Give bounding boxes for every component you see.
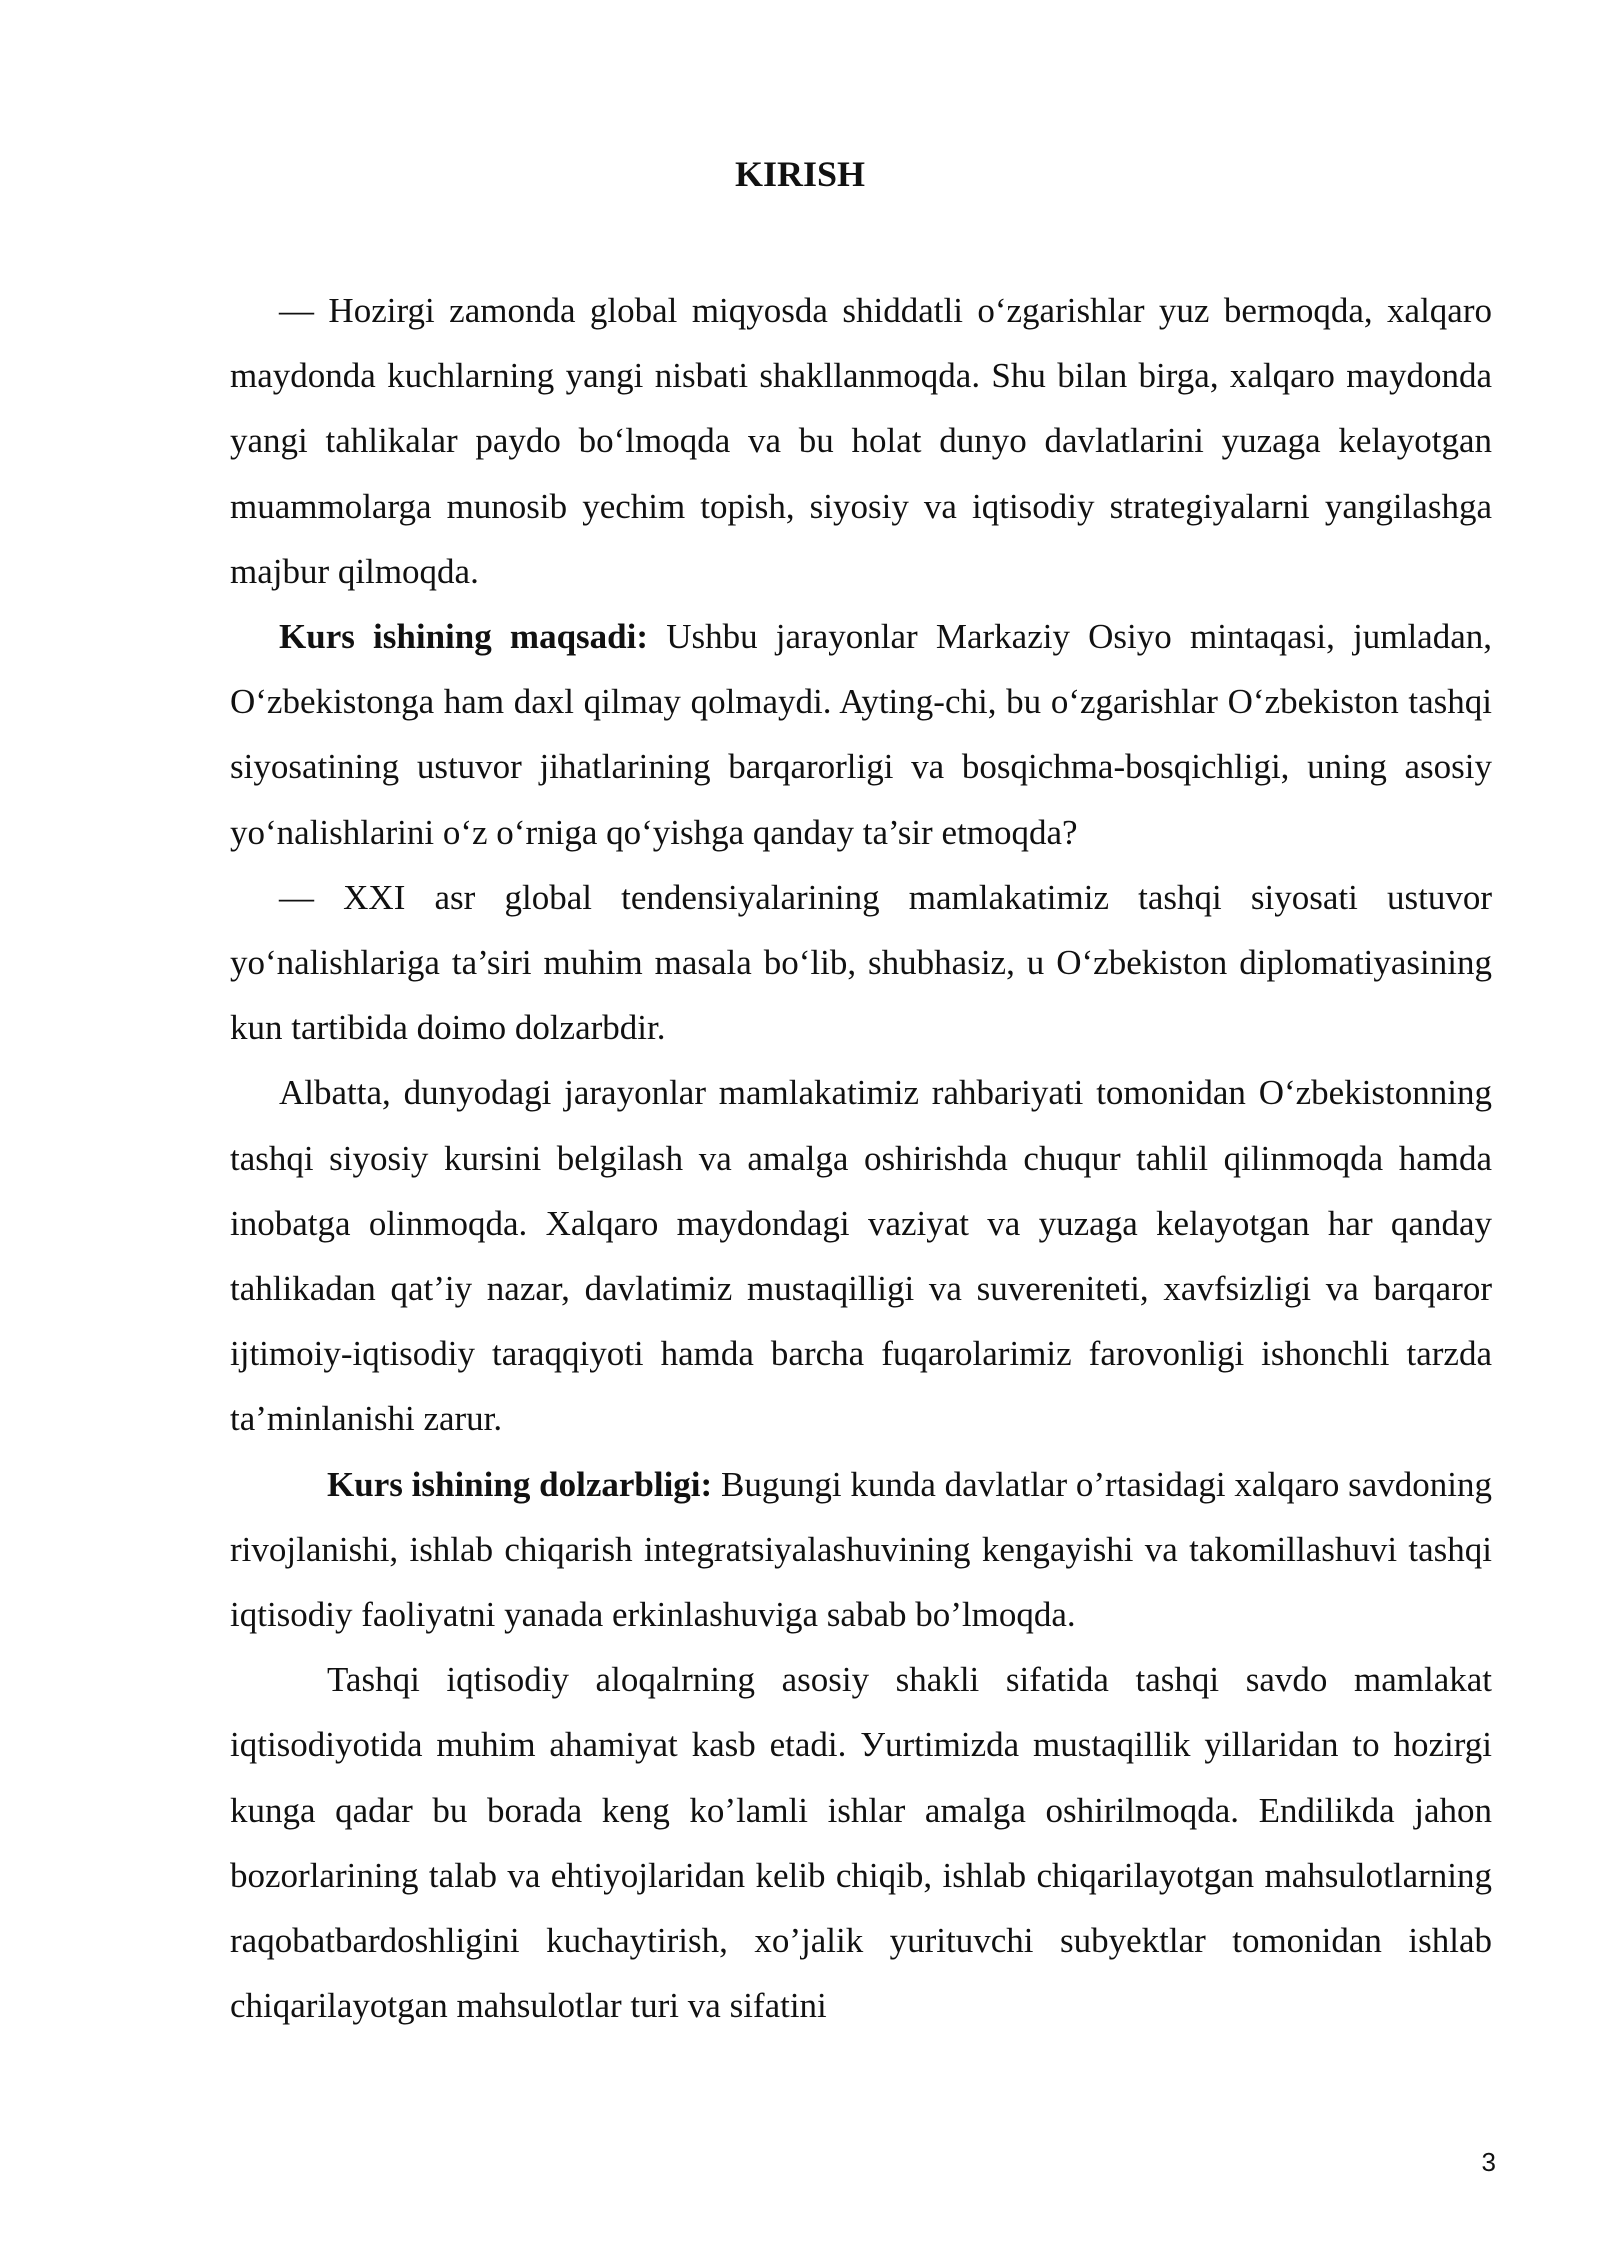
paragraph-goal <box>230 604 1492 865</box>
document-body <box>230 278 1492 2038</box>
paragraph-relevance <box>230 1452 1492 1648</box>
section-label-goal: Kurs ishining maqsadi: <box>279 617 649 657</box>
section-label-relevance: Kurs ishining dolzarbligi: <box>327 1464 713 1504</box>
paragraph-text: Ushbu jarayonlar Markaziy Osiyo mintaqasi, jumladan, O‘zbekistonga ham daxl qilmay qolmaydi. Ayting-chi, bu o‘zgarishlar O‘zbekiston tashqi siyosatining ustuvor jihatlarining barqarorligi va bosqichma-bosqichligi, uning asosiy yo‘nalishlarini o‘z o‘rniga qo‘yishga qanday ta’sir etmoqda? <box>230 617 1492 852</box>
paragraph-intro <box>230 278 1492 604</box>
paragraph-text: Albatta, dunyodagi jarayonlar mamlakatimiz rahbariyati tomonidan O‘zbekistonning tashqi siyosiy kursini belgilash va amalga oshirishda chuqur tahlil qilinmoqda hamda inobatga olinmoqda. Xalqaro maydondagi vaziyat va yuzaga kelayotgan har qanday tahlikadan qat’iy nazar, davlatimiz mustaqilligi va suvereniteti, xavfsizligi va barqaror ijtimoiy-iqtisodiy taraqqiyoti hamda barcha fuqarolarimiz farovonligi ishonchli tarzda ta’minlanishi zarur. <box>230 1073 1492 1439</box>
paragraph-text: — Hozirgi zamonda global miqyosda shiddatli o‘zgarishlar yuz bermoqda, xalqaro maydonda kuchlarning yangi nisbati shakllanmoqda. Shu bilan birga, xalqaro maydonda yangi tahlikalar paydo bo‘lmoqda va bu holat dunyo davlatlarini yuzaga kelayotgan muammolarga munosib yechim topish, siyosiy va iqtisodiy strategiyalarni yangilashga majbur qilmoqda. <box>230 291 1492 591</box>
page-title: KIRISH <box>734 154 866 194</box>
paragraph-text: Tashqi iqtisodiy aloqalrning asosiy shakli sifatida tashqi savdo mamlakat iqtisodiyotida muhim ahamiyat kasb etadi. Уurtimizda mustaqillik yillaridan to hozirgi kunga qadar bu borada keng ko’lamli ishlar amalga oshirilmoqda. Endilikda jahon bozorlarining talab va ehtiyojlaridan kelib chiqib, ishlab chiqarilayotgan mahsulotlarning raqobatbardoshligini kuchaytirish, xo’jalik yurituvchi subyektlar tomonidan ishlab chiqarilayotgan mahsulotlar turi va sifatini <box>230 1660 1492 2026</box>
paragraph-xxi-century <box>230 865 1492 1061</box>
page-number: 3 <box>1481 2147 1496 2177</box>
paragraph-foreign-trade <box>230 1647 1492 2038</box>
paragraph-albatta <box>230 1060 1492 1451</box>
paragraph-text: Bugungi kunda davlatlar o’rtasidagi xalqaro savdoning rivojlanishi, ishlab chiqarish integratsiyalashuvining kengayishi va takomillashuvi tashqi iqtisodiy faoliyatni yanada erkinlashuviga sabab bo’lmoqda. <box>230 1464 1492 1635</box>
paragraph-text: — XXI asr global tendensiyalarining mamlakatimiz tashqi siyosati ustuvor yo‘nalishlariga ta’siri muhim masala bo‘lib, shubhasiz, u O‘zbekiston diplomatiyasining kun tartibida doimo dolzarbdir. <box>230 877 1492 1048</box>
